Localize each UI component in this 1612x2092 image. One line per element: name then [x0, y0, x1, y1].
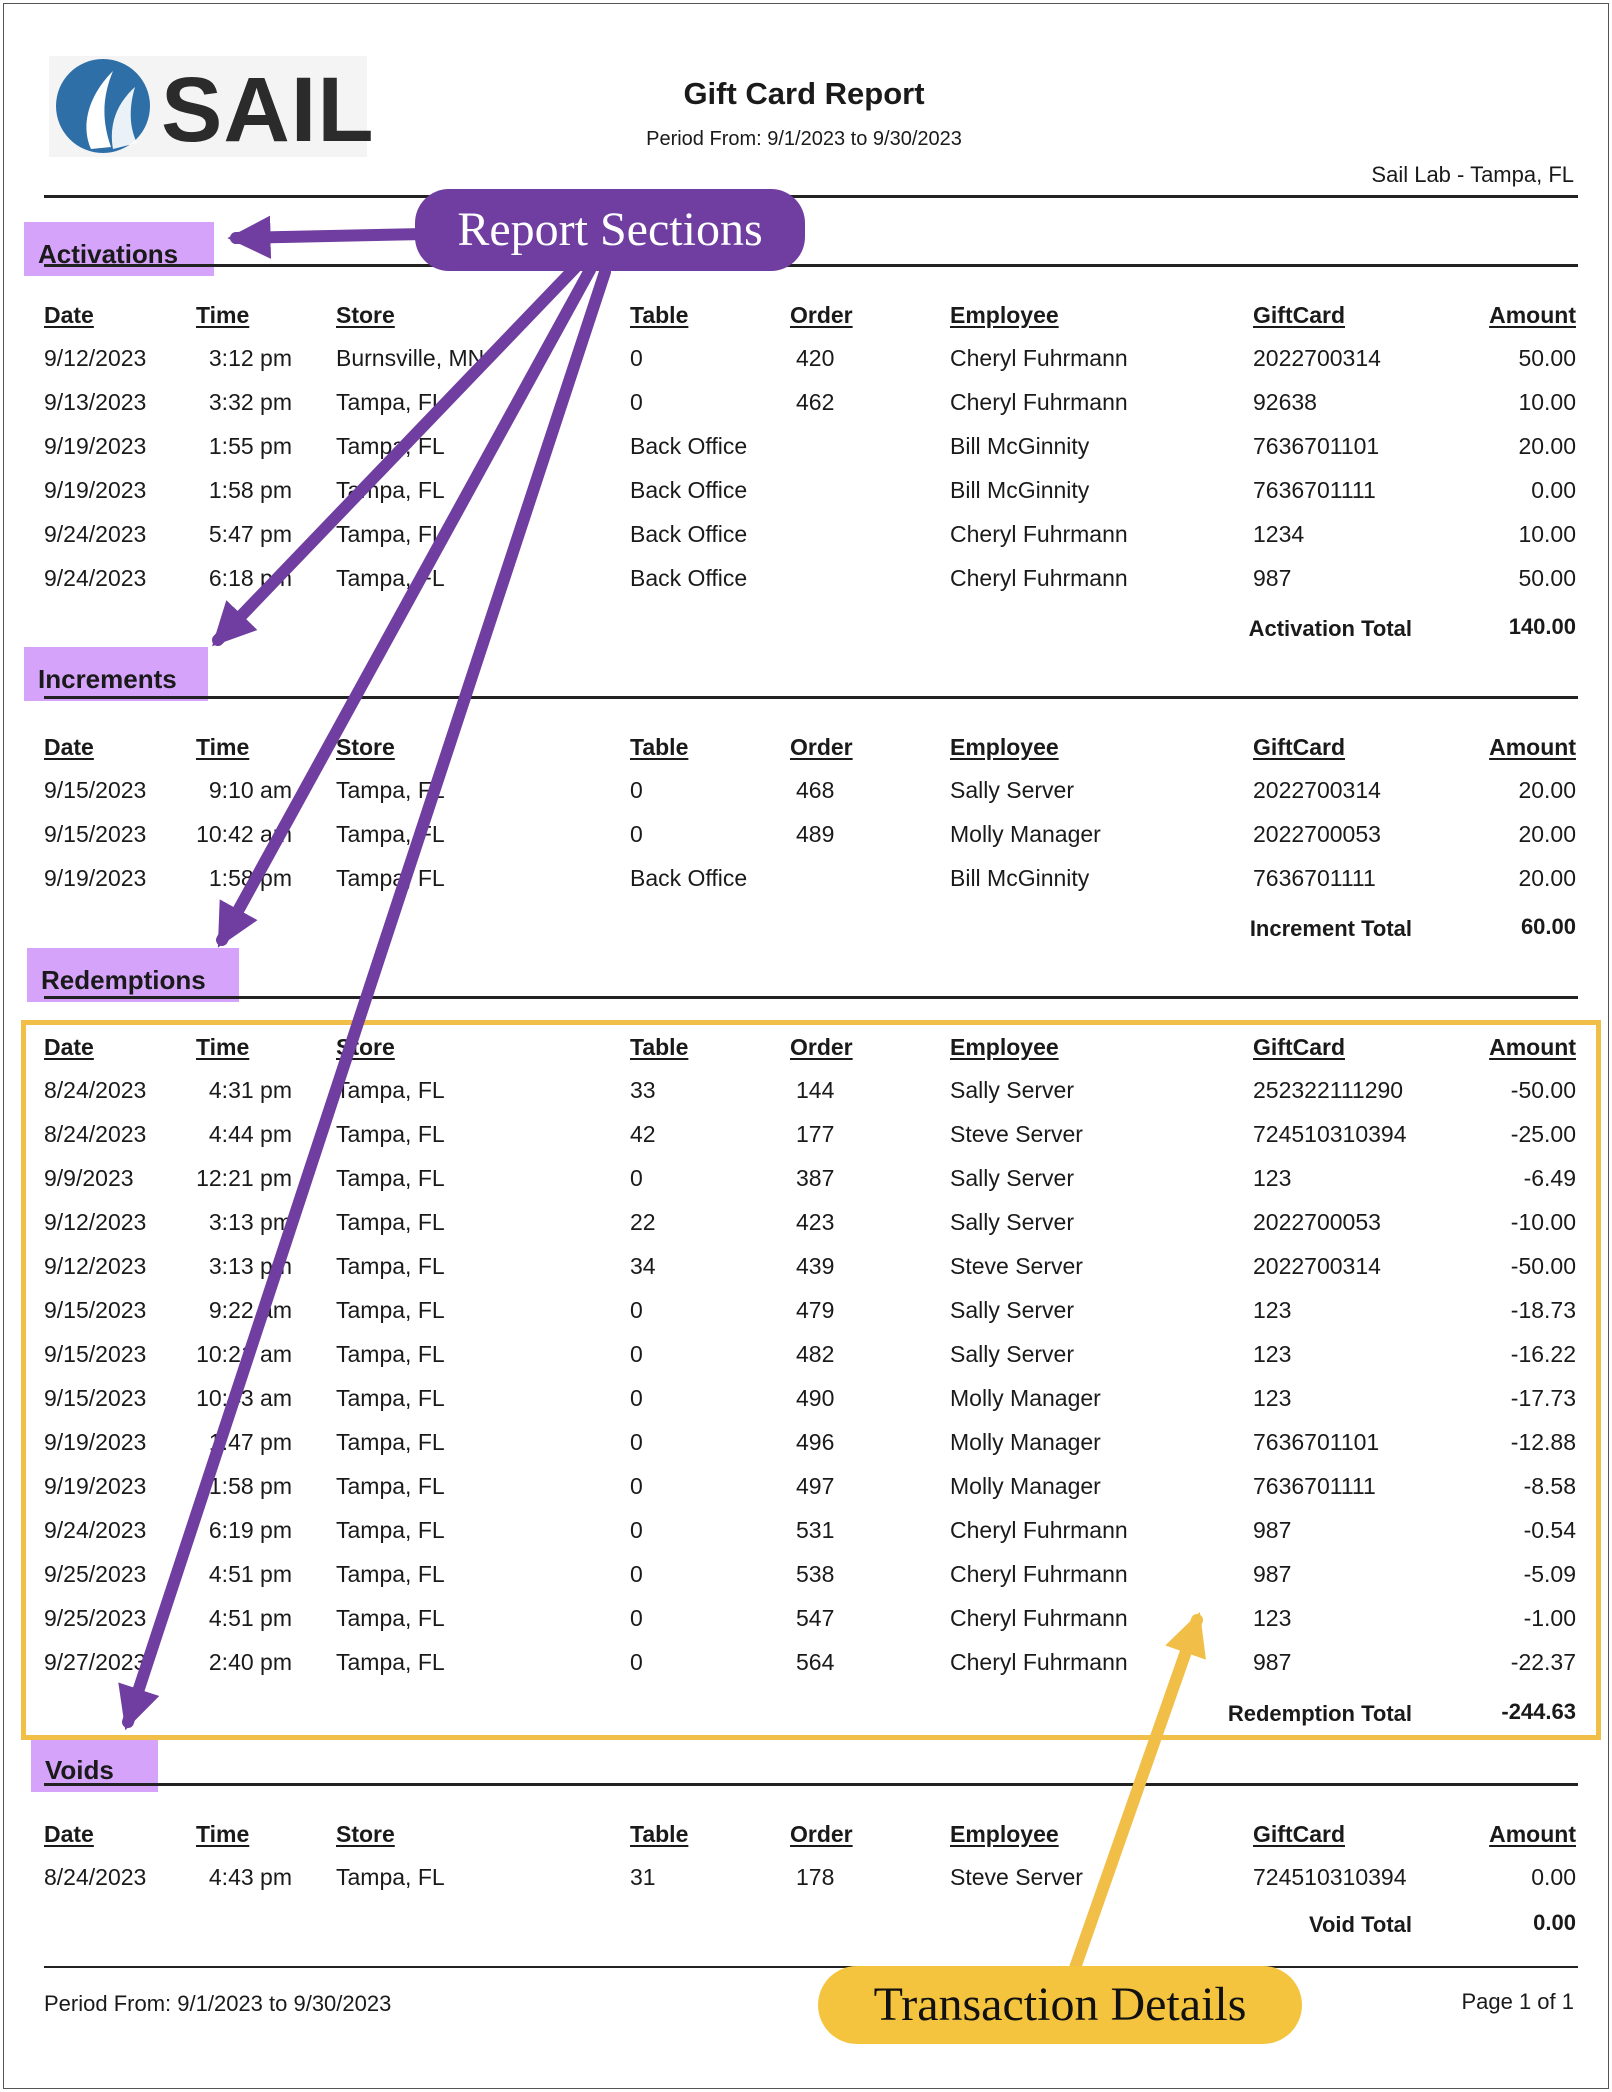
cell-amount: -16.22: [1510, 1341, 1576, 1367]
arrow-to-increments: [218, 268, 575, 640]
cell-date: 9/19/2023: [44, 865, 147, 891]
cell-date: 9/25/2023: [44, 1605, 147, 1631]
cell-time: 4:31 pm: [208, 1077, 292, 1103]
cell-table: 33: [630, 1077, 656, 1103]
cell-giftcard: 7636701111: [1253, 865, 1376, 891]
cell-store: Tampa, FL: [336, 1429, 445, 1455]
cell-table: 0: [630, 1517, 643, 1543]
column-header-employee: Employee: [950, 734, 1059, 760]
cell-store: Tampa, FL: [336, 1165, 445, 1191]
report-period: Period From: 9/1/2023 to 9/30/2023: [646, 128, 962, 150]
cell-store: Tampa, FL: [336, 1864, 445, 1890]
cell-giftcard: 2022700314: [1253, 777, 1381, 803]
cell-date: 9/19/2023: [44, 477, 147, 503]
cell-store: Tampa, FL: [336, 1253, 445, 1279]
cell-table: 0: [630, 821, 643, 847]
cell-date: 8/24/2023: [44, 1077, 147, 1103]
cell-giftcard: 724510310394: [1253, 1864, 1407, 1890]
section-label-increments: Increments: [24, 647, 208, 701]
cell-giftcard: 987: [1253, 565, 1292, 591]
cell-time: 12:21 pm: [196, 1165, 292, 1191]
cell-time: 10:21 am: [196, 1341, 292, 1367]
cell-store: Tampa, FL: [336, 1121, 445, 1147]
footer-period: Period From: 9/1/2023 to 9/30/2023: [44, 1991, 392, 2016]
cell-amount: -6.49: [1523, 1165, 1576, 1191]
column-header-table: Table: [630, 734, 689, 760]
column-header-amount: Amount: [1489, 302, 1576, 328]
cell-time: 2:40 pm: [208, 1649, 292, 1675]
cell-time: 9:22 am: [208, 1297, 292, 1323]
cell-table: Back Office: [630, 521, 748, 547]
cell-amount: -0.54: [1523, 1517, 1576, 1543]
cell-order: 423: [796, 1209, 835, 1235]
cell-giftcard: 987: [1253, 1649, 1292, 1675]
cell-date: 8/24/2023: [44, 1864, 147, 1890]
cell-table: Back Office: [630, 565, 748, 591]
cell-table: 0: [630, 1605, 643, 1631]
cell-amount: 0.00: [1531, 1864, 1576, 1890]
cell-store: Tampa, FL: [336, 521, 445, 547]
cell-date: 9/19/2023: [44, 1429, 147, 1455]
column-header-order: Order: [790, 1821, 853, 1847]
cell-giftcard: 123: [1253, 1297, 1292, 1323]
cell-store: Tampa, FL: [336, 777, 445, 803]
cell-amount: -18.73: [1510, 1297, 1576, 1323]
cell-time: 10:43 am: [196, 1385, 292, 1411]
cell-date: 9/24/2023: [44, 521, 147, 547]
cell-giftcard: 987: [1253, 1517, 1292, 1543]
cell-time: 4:51 pm: [208, 1605, 292, 1631]
cell-amount: 50.00: [1518, 565, 1576, 591]
column-header-table: Table: [630, 1821, 689, 1847]
cell-date: 9/13/2023: [44, 389, 147, 415]
cell-date: 9/25/2023: [44, 1561, 147, 1587]
cell-order: 479: [796, 1297, 835, 1323]
cell-table: 0: [630, 1649, 643, 1675]
section-total-value: 140.00: [1508, 614, 1576, 639]
cell-time: 3:13 pm: [208, 1209, 292, 1235]
cell-employee: Cheryl Fuhrmann: [950, 1649, 1128, 1675]
cell-order: 462: [796, 389, 835, 415]
cell-employee: Cheryl Fuhrmann: [950, 521, 1128, 547]
cell-order: 489: [796, 821, 835, 847]
cell-employee: Molly Manager: [950, 1429, 1101, 1455]
cell-amount: -1.00: [1523, 1605, 1576, 1631]
cell-store: Tampa, FL: [336, 1473, 445, 1499]
cell-store: Tampa, FL: [336, 1077, 445, 1103]
cell-table: Back Office: [630, 477, 748, 503]
cell-amount: -22.37: [1510, 1649, 1576, 1675]
cell-employee: Sally Server: [950, 1077, 1074, 1103]
cell-table: 0: [630, 1473, 643, 1499]
cell-employee: Cheryl Fuhrmann: [950, 1561, 1128, 1587]
cell-time: 3:12 pm: [208, 345, 292, 371]
cell-employee: Sally Server: [950, 1165, 1074, 1191]
cell-employee: Cheryl Fuhrmann: [950, 1605, 1128, 1631]
cell-order: 178: [796, 1864, 835, 1890]
cell-time: 10:42 am: [196, 821, 292, 847]
cell-time: 1:47 pm: [208, 1429, 292, 1455]
cell-employee: Steve Server: [950, 1253, 1083, 1279]
transaction-details-callout: Transaction Details: [818, 1966, 1302, 2044]
cell-order: 564: [796, 1649, 835, 1675]
cell-date: 9/19/2023: [44, 1473, 147, 1499]
column-header-date: Date: [44, 302, 94, 328]
arrow-to-redemptions: [222, 270, 590, 940]
cell-employee: Cheryl Fuhrmann: [950, 345, 1128, 371]
cell-amount: -8.58: [1523, 1473, 1576, 1499]
cell-giftcard: 252322111290: [1253, 1077, 1404, 1103]
cell-employee: Sally Server: [950, 1341, 1074, 1367]
cell-employee: Molly Manager: [950, 1473, 1101, 1499]
column-header-time: Time: [196, 1821, 250, 1847]
cell-giftcard: 123: [1253, 1385, 1292, 1411]
cell-giftcard: 724510310394: [1253, 1121, 1407, 1147]
column-header-giftcard: GiftCard: [1253, 1034, 1345, 1060]
cell-time: 4:43 pm: [208, 1864, 292, 1890]
column-header-employee: Employee: [950, 302, 1059, 328]
column-header-employee: Employee: [950, 1034, 1059, 1060]
section-total-label: Redemption Total: [1227, 1701, 1412, 1726]
cell-table: 34: [630, 1253, 656, 1279]
cell-time: 1:58 pm: [208, 1473, 292, 1499]
cell-amount: 10.00: [1518, 521, 1576, 547]
cell-time: 1:55 pm: [208, 433, 292, 459]
cell-giftcard: 2022700053: [1253, 1209, 1381, 1235]
cell-order: 482: [796, 1341, 835, 1367]
cell-giftcard: 2022700314: [1253, 345, 1381, 371]
column-header-order: Order: [790, 302, 853, 328]
cell-amount: 50.00: [1518, 345, 1576, 371]
cell-giftcard: 123: [1253, 1341, 1292, 1367]
cell-amount: 10.00: [1518, 389, 1576, 415]
report-sections-callout: Report Sections: [415, 189, 805, 271]
cell-giftcard: 987: [1253, 1561, 1292, 1587]
section-label-voids: Voids: [31, 1738, 158, 1792]
cell-order: 177: [796, 1121, 835, 1147]
column-header-order: Order: [790, 734, 853, 760]
cell-order: 387: [796, 1165, 835, 1191]
cell-amount: -25.00: [1510, 1121, 1576, 1147]
cell-order: 468: [796, 777, 835, 803]
column-header-date: Date: [44, 1034, 94, 1060]
cell-time: 9:10 am: [208, 777, 292, 803]
cell-table: Back Office: [630, 433, 748, 459]
column-header-store: Store: [336, 734, 395, 760]
cell-amount: 20.00: [1518, 777, 1576, 803]
report-title: Gift Card Report: [683, 76, 925, 111]
cell-employee: Molly Manager: [950, 1385, 1101, 1411]
cell-store: Tampa, FL: [336, 1297, 445, 1323]
section-total-value: 0.00: [1533, 1910, 1576, 1935]
cell-store: Tampa, FL: [336, 1385, 445, 1411]
cell-time: 1:58 pm: [208, 865, 292, 891]
cell-store: Tampa, FL: [336, 389, 445, 415]
cell-employee: Cheryl Fuhrmann: [950, 565, 1128, 591]
cell-amount: -10.00: [1510, 1209, 1576, 1235]
cell-amount: 20.00: [1518, 865, 1576, 891]
cell-date: 9/12/2023: [44, 345, 147, 371]
cell-store: Tampa, FL: [336, 865, 445, 891]
cell-amount: -50.00: [1510, 1077, 1576, 1103]
arrow-to-transaction-details: [1075, 1620, 1197, 1968]
section-total-label: Void Total: [1308, 1912, 1412, 1937]
cell-employee: Steve Server: [950, 1121, 1083, 1147]
cell-amount: 20.00: [1518, 821, 1576, 847]
column-header-date: Date: [44, 734, 94, 760]
cell-giftcard: 2022700053: [1253, 821, 1381, 847]
cell-date: 9/19/2023: [44, 433, 147, 459]
column-header-time: Time: [196, 1034, 250, 1060]
cell-giftcard: 7636701101: [1253, 433, 1380, 459]
column-header-employee: Employee: [950, 1821, 1059, 1847]
cell-order: 420: [796, 345, 835, 371]
cell-employee: Bill McGinnity: [950, 433, 1090, 459]
cell-giftcard: 7636701111: [1253, 477, 1376, 503]
cell-time: 4:51 pm: [208, 1561, 292, 1587]
cell-table: 22: [630, 1209, 656, 1235]
cell-amount: 20.00: [1518, 433, 1576, 459]
cell-employee: Sally Server: [950, 1297, 1074, 1323]
cell-order: 497: [796, 1473, 835, 1499]
cell-employee: Bill McGinnity: [950, 865, 1090, 891]
cell-order: 144: [796, 1077, 835, 1103]
cell-table: 0: [630, 1297, 643, 1323]
column-header-order: Order: [790, 1034, 853, 1060]
cell-date: 9/24/2023: [44, 1517, 147, 1543]
cell-order: 531: [796, 1517, 835, 1543]
cell-employee: Bill McGinnity: [950, 477, 1090, 503]
section-label-activations: Activations: [24, 222, 214, 276]
cell-amount: -5.09: [1523, 1561, 1576, 1587]
cell-time: 3:13 pm: [208, 1253, 292, 1279]
cell-order: 490: [796, 1385, 835, 1411]
cell-store: Tampa, FL: [336, 1649, 445, 1675]
cell-date: 9/15/2023: [44, 1341, 147, 1367]
column-header-giftcard: GiftCard: [1253, 734, 1345, 760]
column-header-amount: Amount: [1489, 734, 1576, 760]
cell-employee: Cheryl Fuhrmann: [950, 389, 1128, 415]
cell-employee: Sally Server: [950, 1209, 1074, 1235]
cell-amount: -50.00: [1510, 1253, 1576, 1279]
cell-date: 9/12/2023: [44, 1253, 147, 1279]
cell-time: 4:44 pm: [208, 1121, 292, 1147]
cell-giftcard: 1234: [1253, 521, 1305, 547]
cell-time: 6:19 pm: [208, 1517, 292, 1543]
cell-table: 0: [630, 1165, 643, 1191]
column-header-table: Table: [630, 302, 689, 328]
cell-store: Tampa, FL: [336, 477, 445, 503]
logo-wordmark: SAIL: [161, 59, 375, 161]
store-location: Sail Lab - Tampa, FL: [1371, 162, 1574, 187]
cell-store: Tampa, FL: [336, 1561, 445, 1587]
column-header-time: Time: [196, 734, 250, 760]
cell-table: Back Office: [630, 865, 748, 891]
arrow-to-activations: [236, 234, 425, 238]
cell-time: 5:47 pm: [208, 521, 292, 547]
cell-date: 9/15/2023: [44, 1297, 147, 1323]
cell-order: 547: [796, 1605, 835, 1631]
cell-table: 0: [630, 1429, 643, 1455]
column-header-store: Store: [336, 1034, 395, 1060]
cell-time: 1:58 pm: [208, 477, 292, 503]
cell-date: 9/12/2023: [44, 1209, 147, 1235]
column-header-table: Table: [630, 1034, 689, 1060]
column-header-giftcard: GiftCard: [1253, 1821, 1345, 1847]
cell-store: Tampa, FL: [336, 1605, 445, 1631]
cell-giftcard: 123: [1253, 1605, 1292, 1631]
cell-amount: -17.73: [1510, 1385, 1576, 1411]
cell-store: Burnsville, MN: [336, 345, 485, 371]
cell-date: 9/24/2023: [44, 565, 147, 591]
section-total-label: Activation Total: [1248, 616, 1412, 641]
cell-date: 9/15/2023: [44, 1385, 147, 1411]
section-label-redemptions: Redemptions: [27, 948, 239, 1002]
cell-date: 9/9/2023: [44, 1165, 134, 1191]
cell-employee: Molly Manager: [950, 821, 1101, 847]
cell-employee: Steve Server: [950, 1864, 1083, 1890]
cell-order: 496: [796, 1429, 835, 1455]
column-header-amount: Amount: [1489, 1821, 1576, 1847]
cell-date: 9/15/2023: [44, 821, 147, 847]
cell-table: 0: [630, 345, 643, 371]
cell-employee: Sally Server: [950, 777, 1074, 803]
cell-store: Tampa, FL: [336, 1517, 445, 1543]
cell-amount: -12.88: [1510, 1429, 1576, 1455]
cell-amount: 0.00: [1531, 477, 1576, 503]
cell-date: 9/27/2023: [44, 1649, 147, 1675]
cell-store: Tampa, FL: [336, 1209, 445, 1235]
page-number: Page 1 of 1: [1461, 1989, 1574, 2014]
cell-table: 0: [630, 1561, 643, 1587]
cell-date: 8/24/2023: [44, 1121, 147, 1147]
column-header-store: Store: [336, 302, 395, 328]
cell-table: 42: [630, 1121, 656, 1147]
cell-time: 6:18 pm: [208, 565, 292, 591]
cell-employee: Cheryl Fuhrmann: [950, 1517, 1128, 1543]
cell-date: 9/15/2023: [44, 777, 147, 803]
cell-giftcard: 2022700314: [1253, 1253, 1381, 1279]
column-header-giftcard: GiftCard: [1253, 302, 1345, 328]
cell-time: 3:32 pm: [208, 389, 292, 415]
cell-store: Tampa, FL: [336, 433, 445, 459]
cell-table: 0: [630, 1385, 643, 1411]
section-total-value: -244.63: [1501, 1699, 1576, 1724]
column-header-date: Date: [44, 1821, 94, 1847]
cell-giftcard: 92638: [1253, 389, 1317, 415]
column-header-store: Store: [336, 1821, 395, 1847]
cell-table: 31: [630, 1864, 656, 1890]
cell-table: 0: [630, 1341, 643, 1367]
cell-order: 439: [796, 1253, 835, 1279]
cell-order: 538: [796, 1561, 835, 1587]
cell-store: Tampa, FL: [336, 821, 445, 847]
section-total-label: Increment Total: [1249, 916, 1412, 941]
cell-giftcard: 7636701111: [1253, 1473, 1376, 1499]
section-total-value: 60.00: [1520, 914, 1576, 939]
column-header-time: Time: [196, 302, 250, 328]
cell-giftcard: 7636701101: [1253, 1429, 1380, 1455]
cell-store: Tampa, FL: [336, 1341, 445, 1367]
cell-store: Tampa, FL: [336, 565, 445, 591]
cell-table: 0: [630, 389, 643, 415]
cell-giftcard: 123: [1253, 1165, 1292, 1191]
cell-table: 0: [630, 777, 643, 803]
column-header-amount: Amount: [1489, 1034, 1576, 1060]
